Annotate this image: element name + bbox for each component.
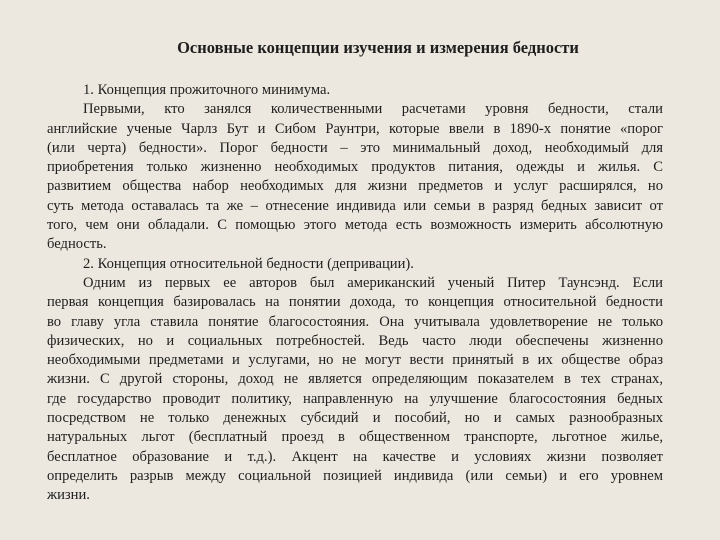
text-line: натуральных льгот (бесплатный проезд в общественном транспорте, льготное жилье, <box>47 429 663 446</box>
text-line: посредством не только денежных субсидий и пособий, но и самых разнообразных <box>47 410 663 427</box>
text-line: бесплатное образование и т.д.). Акцент на качестве и условиях жизни позволяет <box>47 448 663 465</box>
text-line: во главу угла ставила понятие благосостояния. Она учитывала удовлетворение не только <box>47 313 663 330</box>
text-line: английские ученые Чарлз Бут и Сибом Раунтри, которые ввели в 1890-х понятие «порог <box>47 120 663 137</box>
text-line: приобретения только жизненно необходимых продуктов питания, одежды и жилья. С <box>47 159 663 176</box>
text-line: жизни. <box>47 487 90 504</box>
text-line: Первыми, кто занялся количественными расчетами уровня бедности, стали <box>83 101 663 118</box>
text-line: развитием общества набор необходимых для жизни предметов и услуг расширялся, но <box>47 178 663 195</box>
text-line: 2. Концепция относительной бедности (депривации). <box>83 255 414 272</box>
text-line: Одним из первых ее авторов был американский ученый Питер Таунсэнд. Если <box>83 274 663 291</box>
text-line: того, чем они обладали. С помощью этого метода есть возможность измерить абсолютную <box>47 217 663 234</box>
text-line: 1. Концепция прожиточного минимума. <box>83 82 331 98</box>
text-line: первая концепция базировалась на понятии дохода, то концепция относительной бедности <box>47 294 663 311</box>
text-line: где государство проводит политику, направленную на улучшение благосостояния бедных <box>47 390 663 407</box>
page-title: Основные концепции изучения и измерения бедности <box>177 38 579 57</box>
text-line: жизни. С другой стороны, доход не является определяющим показателем в тех странах, <box>47 371 663 388</box>
text-line: необходимыми предметами и услугами, но не могут вести принятый в их обществе образ <box>47 352 663 369</box>
text-line: определить разрыв между социальной позицией индивида (или семьи) и его уровнем <box>47 467 663 484</box>
text-line: бедность. <box>47 236 107 253</box>
text-line: (или черта) бедности». Порог бедности – это минимальный доход, необходимый для <box>47 139 663 156</box>
document-body <box>47 81 663 506</box>
text-line: суть метода оставалась та же – отнесение индивида или семьи в разряд бедных зависит от <box>47 197 663 214</box>
text-line: физических, но и социальных потребностей. Ведь часто люди обеспечены жизненно <box>47 332 663 349</box>
